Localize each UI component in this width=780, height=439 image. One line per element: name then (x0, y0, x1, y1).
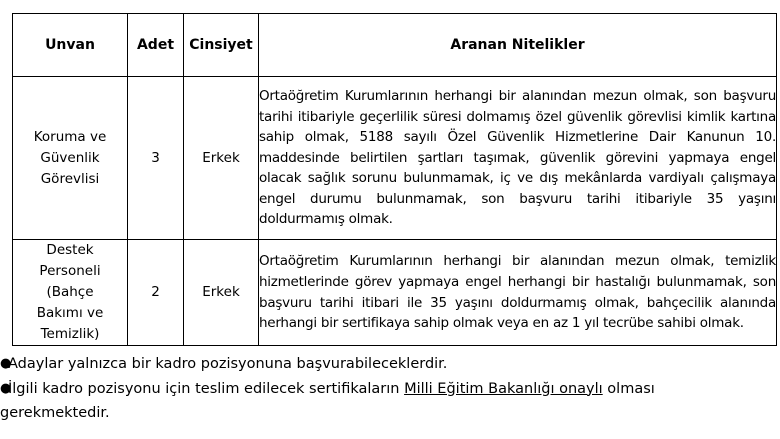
row-gender: Erkek (184, 77, 259, 240)
header-title: Unvan (13, 14, 128, 77)
row-title: Destek Personeli (Bahçe Bakımı ve Temizlik) (13, 240, 128, 346)
note-text: Adaylar yalnızca bir kadro pozisyonuna başvurabileceklerdir. (8, 356, 448, 372)
row-count: 2 (128, 240, 184, 346)
table-header (13, 14, 777, 77)
table-row (13, 77, 777, 240)
underlined-text: Milli Eğitim Bakanlığı onaylı (404, 380, 603, 397)
row-qualifications: Ortaöğretim Kurumlarının herhangi bir alanından mezun olmak, temizlik hizmetlerinde görev yapmaya engel herhangi bir hastalığı bulunmamak, son başvuru tarihi itibari ile 35 yaşını doldurmamış olmak, bahçecilik alanında herhangi bir sertifikaya sahip olmak veya en az 1 yıl tecrübe sahibi olmak. (259, 240, 777, 346)
note-continuation: gerekmektedir. (0, 405, 110, 421)
note-item (0, 352, 776, 377)
header-count: Adet (128, 14, 184, 77)
header-row (13, 14, 777, 77)
note-text (8, 377, 776, 402)
row-qualifications: Ortaöğretim Kurumlarının herhangi bir alanından mezun olmak, son başvuru tarihi itibariyle geçerlilik süresi dolmamış özel güvenlik görevlisi kimlik kartına sahip olmak, 5188 sayılı Özel Güvenlik Hizmetlerine Dair Kanunun 10. maddesinde belirtilen şartları taşımak, güvenlik görevini yapmaya engel olacak sağlık sorunu bulunmamak, iç ve dış mekânlarda vardiyalı çalışmaya engel durumu bulunmamak, son başvuru tarihi itibariyle 35 yaşını doldurmamış olmak. (259, 77, 777, 240)
bullet-icon: ● (0, 356, 12, 371)
job-positions-table (12, 13, 777, 346)
bullet-icon: ● (0, 380, 12, 396)
table-row (13, 240, 777, 346)
header-qualifications: Aranan Nitelikler (259, 14, 777, 77)
row-gender: Erkek (184, 240, 259, 346)
row-title: Koruma ve Güvenlik Görevlisi (13, 77, 128, 240)
row-count: 3 (128, 77, 184, 240)
note-item (0, 377, 776, 402)
note-text-part: İlgili kadro pozisyonu için teslim edilecek sertifikaların (8, 380, 405, 397)
notes-section (0, 352, 776, 426)
header-gender: Cinsiyet (184, 14, 259, 77)
note-text-part: olması (602, 380, 655, 397)
table-body (13, 77, 777, 346)
